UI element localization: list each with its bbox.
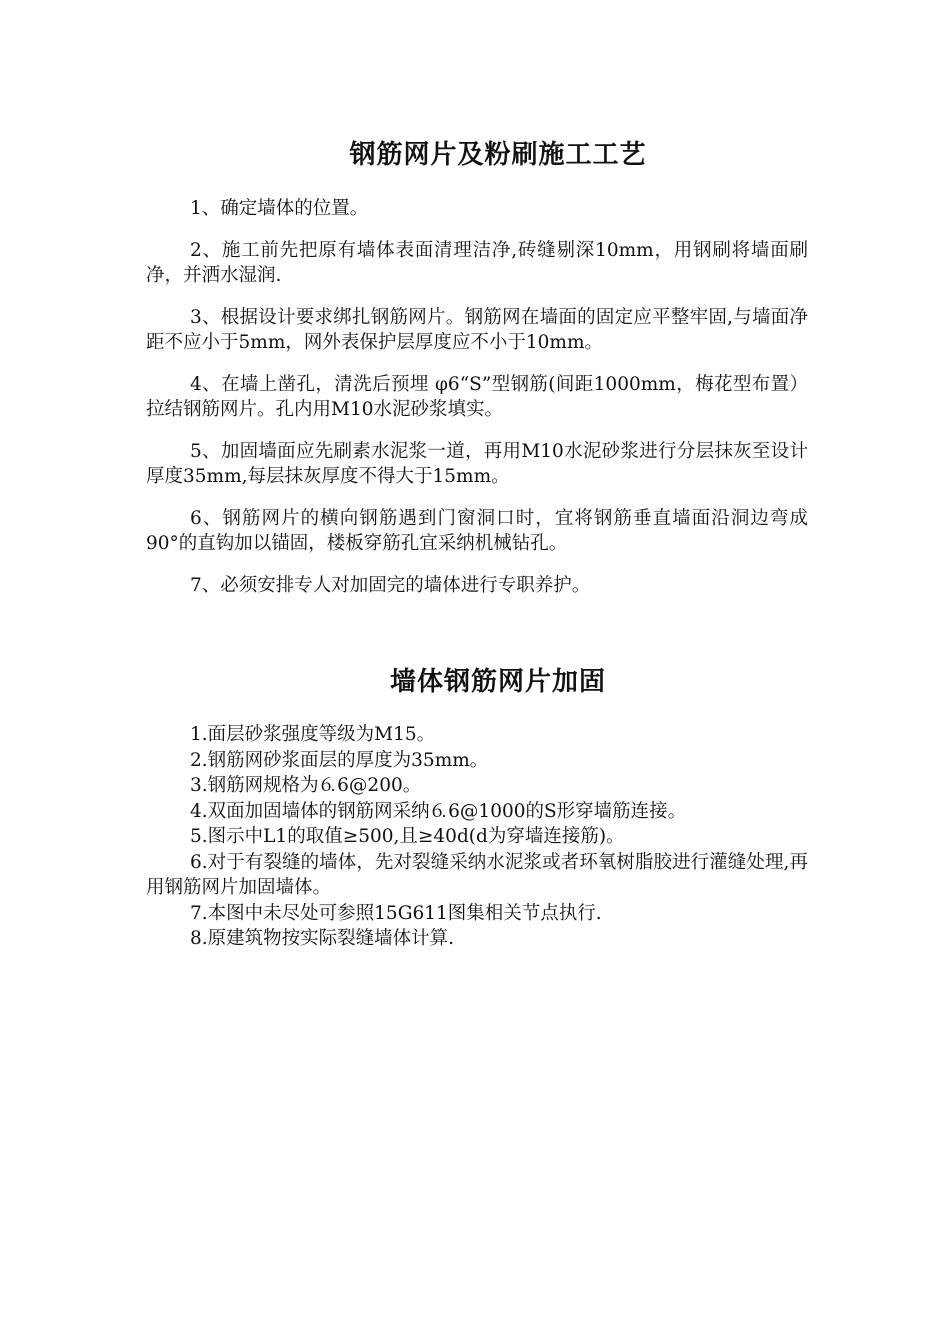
note-item: 7.本图中未尽处可参照15G611图集相关节点执行. <box>190 902 602 924</box>
step-paragraph: 4、在墙上凿孔，清洗后预埋 φ6“S”型钢筋(间距1000mm，梅花型布置）拉结钢筋网片。孔内用M10水泥砂浆填实。 <box>146 374 808 420</box>
note-item: 1.面层砂浆强度等级为M15。 <box>190 724 436 745</box>
reinforcement-notes <box>146 722 808 952</box>
section-title: 墙体钢筋网片加固 <box>389 667 606 697</box>
note-item: 5.图示中L1的取值≥500,且≥40d(d为穿墙连接筋)。 <box>190 826 625 847</box>
note-item: 2.钢筋网砂浆面层的厚度为35mm。 <box>190 749 489 771</box>
page-title: 钢筋网片及粉刷施工工艺 <box>349 140 647 170</box>
note-item: 4.双面加固墙体的钢筋网采纳⒍6@1000的S形穿墙筋连接。 <box>190 800 687 822</box>
construction-steps <box>146 196 808 615</box>
step-paragraph: 1、确定墙体的位置。 <box>190 198 369 219</box>
step-paragraph: 3、根据设计要求绑扎钢筋网片。钢筋网在墙面的固定应平整牢固,与墙面净距不应小于5mm，网外表保护层厚度应不小于10mm。 <box>146 307 808 353</box>
note-item: 6.对于有裂缝的墙体，先对裂缝采纳水泥浆或者环氧树脂胶进行灌缝处理,再用钢筋网片加固墙体。 <box>146 851 808 898</box>
step-paragraph: 7、必须安排专人对加固完的墙体进行专职养护。 <box>190 575 591 596</box>
note-item: 8.原建筑物按实际裂缝墙体计算. <box>190 928 455 949</box>
note-item: 3.钢筋网规格为⒍6@200。 <box>190 775 422 796</box>
step-paragraph: 5、加固墙面应先刷素水泥浆一道，再用M10水泥砂浆进行分层抹灰至设计厚度35mm,每层抹灰厚度不得大于15mm。 <box>146 441 808 487</box>
step-paragraph: 2、施工前先把原有墙体表面清理洁净,砖缝剔深10mm，用钢刷将墙面刷净，并洒水湿润. <box>146 240 808 286</box>
step-paragraph: 6、钢筋网片的横向钢筋遇到门窗洞口时，宜将钢筋垂直墙面沿洞边弯成90°的直钩加以锚固，楼板穿筋孔宜采纳机械钻孔。 <box>146 508 808 554</box>
